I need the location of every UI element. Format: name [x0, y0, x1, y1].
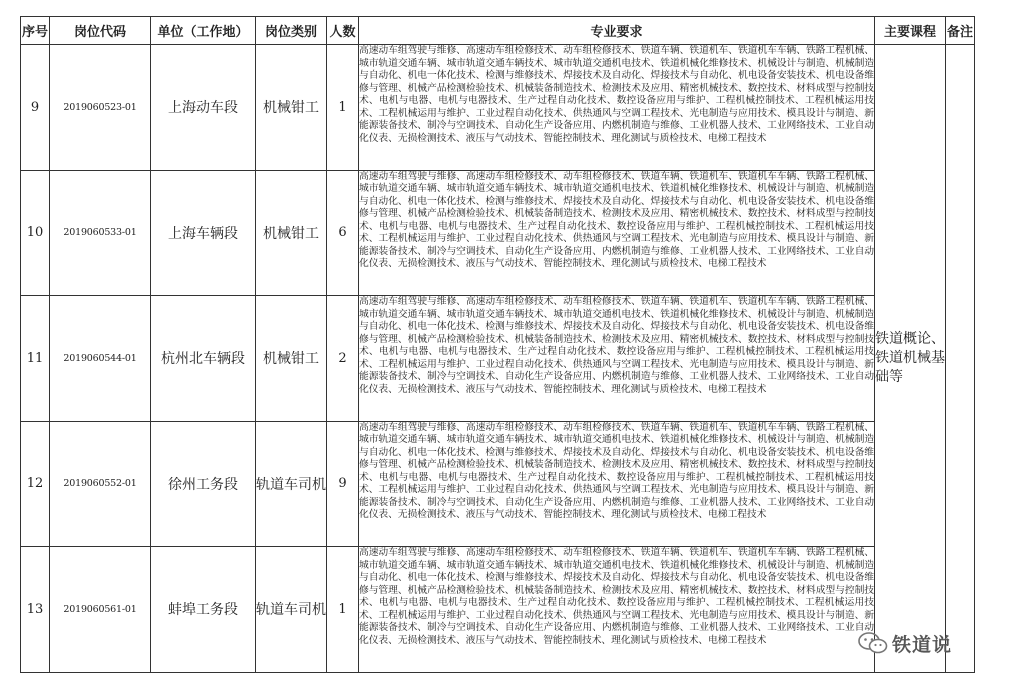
- row-seq: 11: [21, 296, 50, 422]
- row-code: 2019060552-01: [50, 421, 151, 547]
- row-requirement: 高速动车组驾驶与维修、高速动车组检修技术、动车组检修技术、铁道车辆、铁道机车、铁道机车车辆、铁路工程机械、城市轨道交通车辆、城市轨道交通车辆技术、城市轨道交通机电技术、铁道机械化维修技术、机械设计与制造、机械制造与自动化、机电一体化技术、检测与维修技术、焊接技术及自动化、焊接技术与自动化、机电设备安装技术、机电设备维修与管理、机械产品检测检验技术、机械装备制造技术、检测技术及应用、精密机械技术、数控技术、材料成型与控制技术、电机与电器、电机与电器技术、生产过程自动化技术、数控设备应用与维护、工程机械控制技术、工程机械运用技术、工程机械运用与维护、工业过程自动化技术、供热通风与空调工程技术、光电制造与应用技术、模具设计与制造、新能源装备技术、制冷与空调技术、自动化生产设备应用、内燃机制造与维修、工业机器人技术、工业网络技术、工业自动化仪表、无损检测技术、液压与气动技术、智能控制技术、理化测试与质检技术、电梯工程技术: [359, 421, 875, 547]
- row-seq: 12: [21, 421, 50, 547]
- header-unit: 单位（工作地）: [151, 17, 256, 45]
- header-requirement: 专业要求: [359, 17, 875, 45]
- row-unit: 杭州北车辆段: [151, 296, 256, 422]
- row-code: 2019060544-01: [50, 296, 151, 422]
- row-unit: 上海车辆段: [151, 170, 256, 296]
- row-requirement: 高速动车组驾驶与维修、高速动车组检修技术、动车组检修技术、铁道车辆、铁道机车、铁道机车车辆、铁路工程机械、城市轨道交通车辆、城市轨道交通车辆技术、城市轨道交通机电技术、铁道机械化维修技术、机械设计与制造、机械制造与自动化、机电一体化技术、检测与维修技术、焊接技术及自动化、焊接技术与自动化、机电设备安装技术、机电设备维修与管理、机械产品检测检验技术、机械装备制造技术、检测技术及应用、精密机械技术、数控技术、材料成型与控制技术、电机与电器、电机与电器技术、生产过程自动化技术、数控设备应用与维护、工程机械控制技术、工程机械运用技术、工程机械运用与维护、工业过程自动化技术、供热通风与空调工程技术、光电制造与应用技术、模具设计与制造、新能源装备技术、制冷与空调技术、自动化生产设备应用、内燃机制造与维修、工业机器人技术、工业网络技术、工业自动化仪表、无损检测技术、液压与气动技术、智能控制技术、理化测试与质检技术、电梯工程技术: [359, 170, 875, 296]
- table-row: [21, 45, 975, 171]
- table-row: [21, 296, 975, 422]
- row-count: 9: [327, 421, 359, 547]
- row-count: 1: [327, 45, 359, 171]
- row-code: 2019060533-01: [50, 170, 151, 296]
- header-row: [21, 17, 975, 45]
- course-cell: 铁道概论、铁道机械基础等: [875, 45, 946, 673]
- header-category: 岗位类别: [256, 17, 327, 45]
- wechat-icon: [858, 632, 888, 654]
- row-unit: 蚌埠工务段: [151, 547, 256, 673]
- row-seq: 13: [21, 547, 50, 673]
- table-row: [21, 547, 975, 673]
- header-seq: 序号: [21, 17, 50, 45]
- table-row: [21, 170, 975, 296]
- watermark: [858, 628, 952, 658]
- header-note: 备注: [946, 17, 975, 45]
- row-code: 2019060523-01: [50, 45, 151, 171]
- row-seq: 9: [21, 45, 50, 171]
- row-count: 1: [327, 547, 359, 673]
- header-course: 主要课程: [875, 17, 946, 45]
- row-category: 机械钳工: [256, 170, 327, 296]
- row-category: 轨道车司机: [256, 421, 327, 547]
- row-unit: 徐州工务段: [151, 421, 256, 547]
- table-row: [21, 421, 975, 547]
- row-unit: 上海动车段: [151, 45, 256, 171]
- header-count: 人数: [327, 17, 359, 45]
- row-requirement: 高速动车组驾驶与维修、高速动车组检修技术、动车组检修技术、铁道车辆、铁道机车、铁道机车车辆、铁路工程机械、城市轨道交通车辆、城市轨道交通车辆技术、城市轨道交通机电技术、铁道机械化维修技术、机械设计与制造、机械制造与自动化、机电一体化技术、检测与维修技术、焊接技术及自动化、焊接技术与自动化、机电设备安装技术、机电设备维修与管理、机械产品检测检验技术、机械装备制造技术、检测技术及应用、精密机械技术、数控技术、材料成型与控制技术、电机与电器、电机与电器技术、生产过程自动化技术、数控设备应用与维护、工程机械控制技术、工程机械运用技术、工程机械运用与维护、工业过程自动化技术、供热通风与空调工程技术、光电制造与应用技术、模具设计与制造、新能源装备技术、制冷与空调技术、自动化生产设备应用、内燃机制造与维修、工业机器人技术、工业网络技术、工业自动化仪表、无损检测技术、液压与气动技术、智能控制技术、理化测试与质检技术、电梯工程技术: [359, 296, 875, 422]
- watermark-text: 铁道说: [892, 633, 953, 656]
- row-category: 机械钳工: [256, 45, 327, 171]
- row-category: 轨道车司机: [256, 547, 327, 673]
- note-cell: [946, 45, 975, 673]
- row-requirement: 高速动车组驾驶与维修、高速动车组检修技术、动车组检修技术、铁道车辆、铁道机车、铁道机车车辆、铁路工程机械、城市轨道交通车辆、城市轨道交通车辆技术、城市轨道交通机电技术、铁道机械化维修技术、机械设计与制造、机械制造与自动化、机电一体化技术、检测与维修技术、焊接技术及自动化、焊接技术与自动化、机电设备安装技术、机电设备维修与管理、机械产品检测检验技术、机械装备制造技术、检测技术及应用、精密机械技术、数控技术、材料成型与控制技术、电机与电器、电机与电器技术、生产过程自动化技术、数控设备应用与维护、工程机械控制技术、工程机械运用技术、工程机械运用与维护、工业过程自动化技术、供热通风与空调工程技术、光电制造与应用技术、模具设计与制造、新能源装备技术、制冷与空调技术、自动化生产设备应用、内燃机制造与维修、工业机器人技术、工业网络技术、工业自动化仪表、无损检测技术、液压与气动技术、智能控制技术、理化测试与质检技术、电梯工程技术: [359, 547, 875, 673]
- row-code: 2019060561-01: [50, 547, 151, 673]
- row-count: 2: [327, 296, 359, 422]
- header-code: 岗位代码: [50, 17, 151, 45]
- row-count: 6: [327, 170, 359, 296]
- recruitment-table: [20, 16, 975, 673]
- row-category: 机械钳工: [256, 296, 327, 422]
- row-seq: 10: [21, 170, 50, 296]
- row-requirement: 高速动车组驾驶与维修、高速动车组检修技术、动车组检修技术、铁道车辆、铁道机车、铁道机车车辆、铁路工程机械、城市轨道交通车辆、城市轨道交通车辆技术、城市轨道交通机电技术、铁道机械化维修技术、机械设计与制造、机械制造与自动化、机电一体化技术、检测与维修技术、焊接技术及自动化、焊接技术与自动化、机电设备安装技术、机电设备维修与管理、机械产品检测检验技术、机械装备制造技术、检测技术及应用、精密机械技术、数控技术、材料成型与控制技术、电机与电器、电机与电器技术、生产过程自动化技术、数控设备应用与维护、工程机械控制技术、工程机械运用技术、工程机械运用与维护、工业过程自动化技术、供热通风与空调工程技术、光电制造与应用技术、模具设计与制造、新能源装备技术、制冷与空调技术、自动化生产设备应用、内燃机制造与维修、工业机器人技术、工业网络技术、工业自动化仪表、无损检测技术、液压与气动技术、智能控制技术、理化测试与质检技术、电梯工程技术: [359, 45, 875, 171]
